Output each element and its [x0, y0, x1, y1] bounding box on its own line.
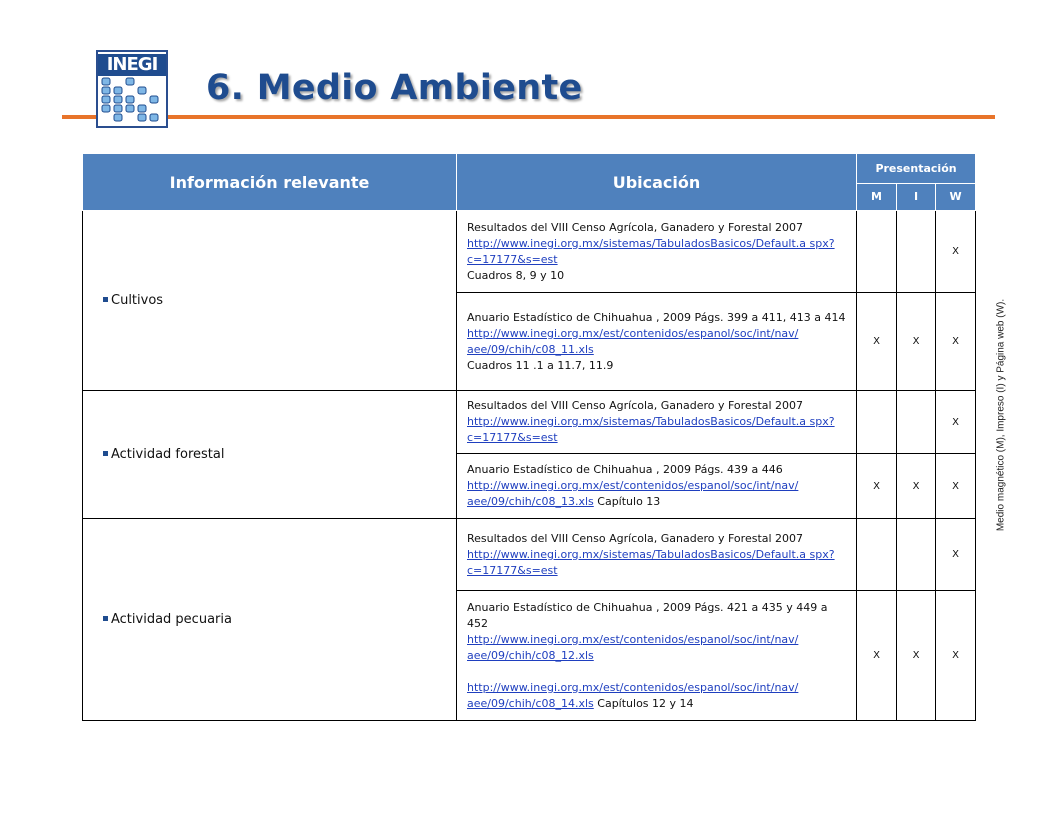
- location-cell: [457, 391, 857, 454]
- mark-m: [857, 391, 897, 454]
- mark-i: X: [897, 591, 936, 721]
- source-link[interactable]: http://www.inegi.org.mx/sistemas/TabuladosBasicos/Default.a spx?c=17177&s=est: [467, 547, 835, 577]
- topic-label: Actividad forestal: [111, 447, 225, 462]
- mark-m: X: [857, 454, 897, 519]
- column-header-ubicacion: Ubicación: [457, 154, 857, 211]
- mark-w: X: [936, 293, 976, 391]
- mark-i: X: [897, 454, 936, 519]
- logo-abacus-icon: [98, 76, 166, 126]
- chapter-reference: Capítulo 13: [593, 495, 661, 508]
- bullet-icon: [103, 616, 108, 621]
- table-row: [83, 211, 976, 293]
- column-header-w: W: [936, 183, 976, 210]
- mark-w: X: [936, 519, 976, 591]
- topic-cell: [83, 211, 457, 391]
- mark-w: X: [936, 454, 976, 519]
- source-link[interactable]: http://www.inegi.org.mx/est/contenidos/espanol/soc/int/nav/ aee/09/chih/c08_13.xls: [467, 479, 799, 508]
- mark-m: X: [857, 591, 897, 721]
- source-link[interactable]: http://www.inegi.org.mx/sistemas/TabuladosBasicos/Default.a spx?c=17177&s=est: [467, 236, 835, 266]
- topic-cell: [83, 519, 457, 721]
- source-text: Resultados del VIII Censo Agrícola, Ganadero y Forestal 2007: [467, 399, 804, 412]
- topic-cell: [83, 391, 457, 519]
- mark-w: X: [936, 211, 976, 293]
- mark-i: [897, 211, 936, 293]
- column-header-presentacion: Presentación: [857, 154, 976, 184]
- bullet-icon: [103, 297, 108, 302]
- mark-i: [897, 519, 936, 591]
- bullet-icon: [103, 451, 108, 456]
- source-text: Anuario Estadístico de Chihuahua , 2009 Págs. 399 a 411, 413 a 414: [467, 310, 846, 324]
- topic-label: Cultivos: [111, 293, 164, 308]
- mark-m: X: [857, 293, 897, 391]
- legend-text: Medio magnético (M), Impreso (I) y Página web (W).: [995, 298, 1007, 532]
- mark-w: X: [936, 591, 976, 721]
- presentation-legend: [994, 260, 1008, 570]
- location-cell: [457, 519, 857, 591]
- info-table: [82, 153, 976, 721]
- source-link[interactable]: http://www.inegi.org.mx/est/contenidos/espanol/soc/int/nav/ aee/09/chih/c08_14.xls: [467, 680, 799, 710]
- chapter-reference: Capítulos 12 y 14: [593, 696, 694, 710]
- location-cell: [457, 591, 857, 721]
- location-cell: [457, 293, 857, 391]
- source-text: Resultados del VIII Censo Agrícola, Ganadero y Forestal 2007: [467, 531, 804, 545]
- mark-i: X: [897, 293, 936, 391]
- mark-i: [897, 391, 936, 454]
- source-text: Anuario Estadístico de Chihuahua , 2009 Págs. 421 a 435 y 449 a 452: [467, 600, 828, 630]
- mark-m: [857, 211, 897, 293]
- column-header-m: M: [857, 183, 897, 210]
- column-header-info: Información relevante: [83, 154, 457, 211]
- mark-w: X: [936, 391, 976, 454]
- logo-text: INEGI: [98, 54, 166, 76]
- source-link[interactable]: http://www.inegi.org.mx/est/contenidos/espanol/soc/int/nav/ aee/09/chih/c08_12.xls: [467, 632, 799, 662]
- header-divider: [62, 115, 995, 119]
- source-link[interactable]: http://www.inegi.org.mx/sistemas/TabuladosBasicos/Default.a spx?c=17177&s=est: [467, 415, 835, 444]
- source-link[interactable]: http://www.inegi.org.mx/est/contenidos/espanol/soc/int/nav/ aee/09/chih/c08_11.xls: [467, 326, 799, 356]
- tables-reference: Cuadros 8, 9 y 10: [467, 268, 565, 282]
- mark-m: [857, 519, 897, 591]
- table-row: [83, 391, 976, 454]
- page-title: 6. Medio Ambiente: [206, 68, 583, 108]
- column-header-i: I: [897, 183, 936, 210]
- table-row: [83, 519, 976, 591]
- source-text: Resultados del VIII Censo Agrícola, Ganadero y Forestal 2007: [467, 220, 804, 234]
- location-cell: [457, 211, 857, 293]
- location-cell: [457, 454, 857, 519]
- tables-reference: Cuadros 11 .1 a 11.7, 11.9: [467, 358, 614, 372]
- inegi-logo: [96, 50, 168, 128]
- topic-label: Actividad pecuaria: [111, 612, 232, 627]
- source-text: Anuario Estadístico de Chihuahua , 2009 Págs. 439 a 446: [467, 463, 783, 476]
